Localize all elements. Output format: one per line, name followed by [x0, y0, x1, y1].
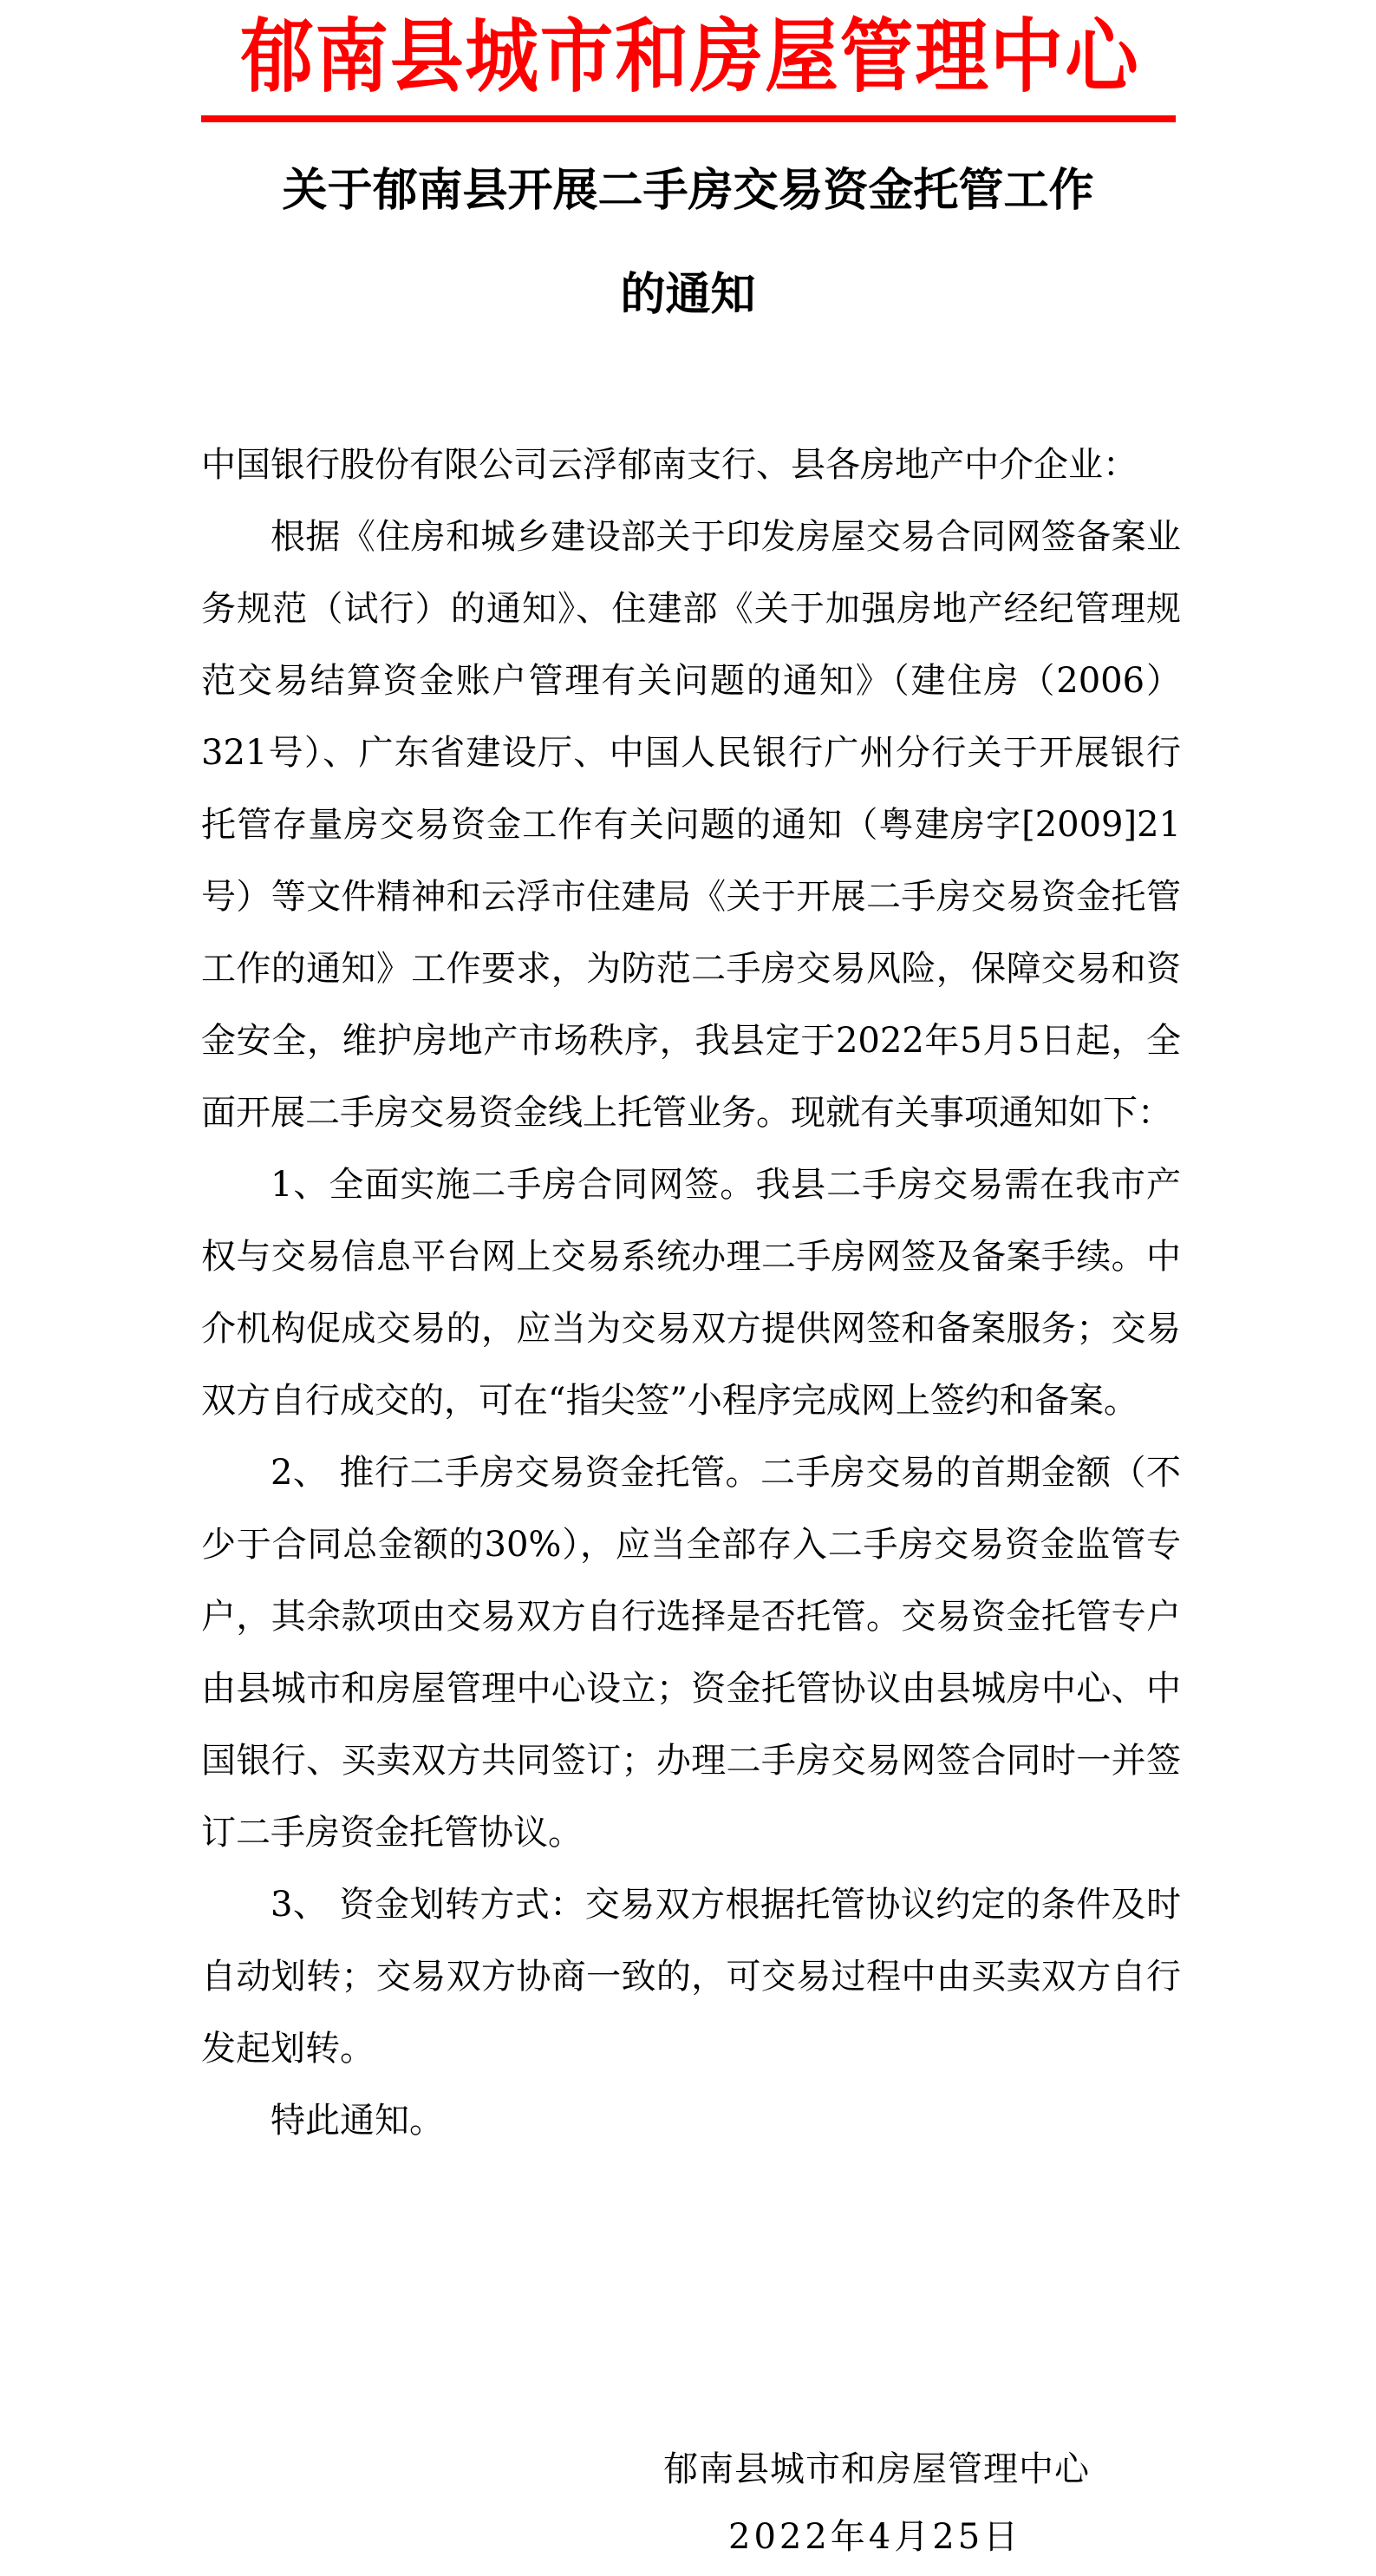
document-title-line-2: 的通知 — [620, 269, 756, 321]
closing-remark: 特此通知。 — [271, 2101, 444, 2141]
paragraph-item-2: 2、 推行二手房交易资金托管。二手房交易的首期金额（不少于合同总金额的30%），应当全部存入二手房交易资金监管专户，其余款项由交易双方自行选择是否托管。交易资金托管专户由县城市和房屋管理中心设立；资金托管协议由县城房中心、中国银行、买卖双方共同签订；办理二手房交易网签合同时一并签订二手房资金托管协议。 — [201, 1453, 1181, 1853]
paragraph-item-1: 1、全面实施二手房合同网签。我县二手房交易需在我市产权与交易信息平台网上交易系统办理二手房网签及备案手续。中介机构促成交易的，应当为交易双方提供网签和备案服务；交易双方自行成交的，可在“指尖签”小程序完成网上签约和备案。 — [201, 1165, 1181, 1421]
document-body — [201, 429, 1181, 2157]
signature-organization: 郁南县城市和房屋管理中心 — [663, 2449, 1090, 2489]
masthead-organization-name: 郁南县城市和房屋管理中心 — [239, 10, 1140, 103]
masthead-red-rule — [201, 115, 1176, 122]
signature-date: 2022年4月25日 — [728, 2517, 1022, 2557]
salutation: 中国银行股份有限公司云浮郁南支行、县各房地产中介企业： — [201, 445, 1138, 485]
paragraph-item-3: 3、 资金划转方式：交易双方根据托管协议约定的条件及时自动划转；交易双方协商一致的，可交易过程中由买卖双方自行发起划转。 — [201, 1885, 1181, 2069]
paragraph-basis: 根据《住房和城乡建设部关于印发房屋交易合同网签备案业务规范（试行）的通知》、住建部《关于加强房地产经纪管理规范交易结算资金账户管理有关问题的通知》（建住房（2006）321号）、广东省建设厅、中国人民银行广州分行关于开展银行托管存量房交易资金工作有关问题的通知（粤建房字[2009]21号）等文件精神和云浮市住建局《关于开展二手房交易资金托管工作的通知》工作要求，为防范二手房交易风险，保障交易和资金安全，维护房地产市场秩序，我县定于2022年5月5日起，全面开展二手房交易资金线上托管业务。现就有关事项通知如下： — [201, 517, 1181, 1133]
document-title-line-1: 关于郁南县开展二手房交易资金托管工作 — [282, 165, 1094, 217]
